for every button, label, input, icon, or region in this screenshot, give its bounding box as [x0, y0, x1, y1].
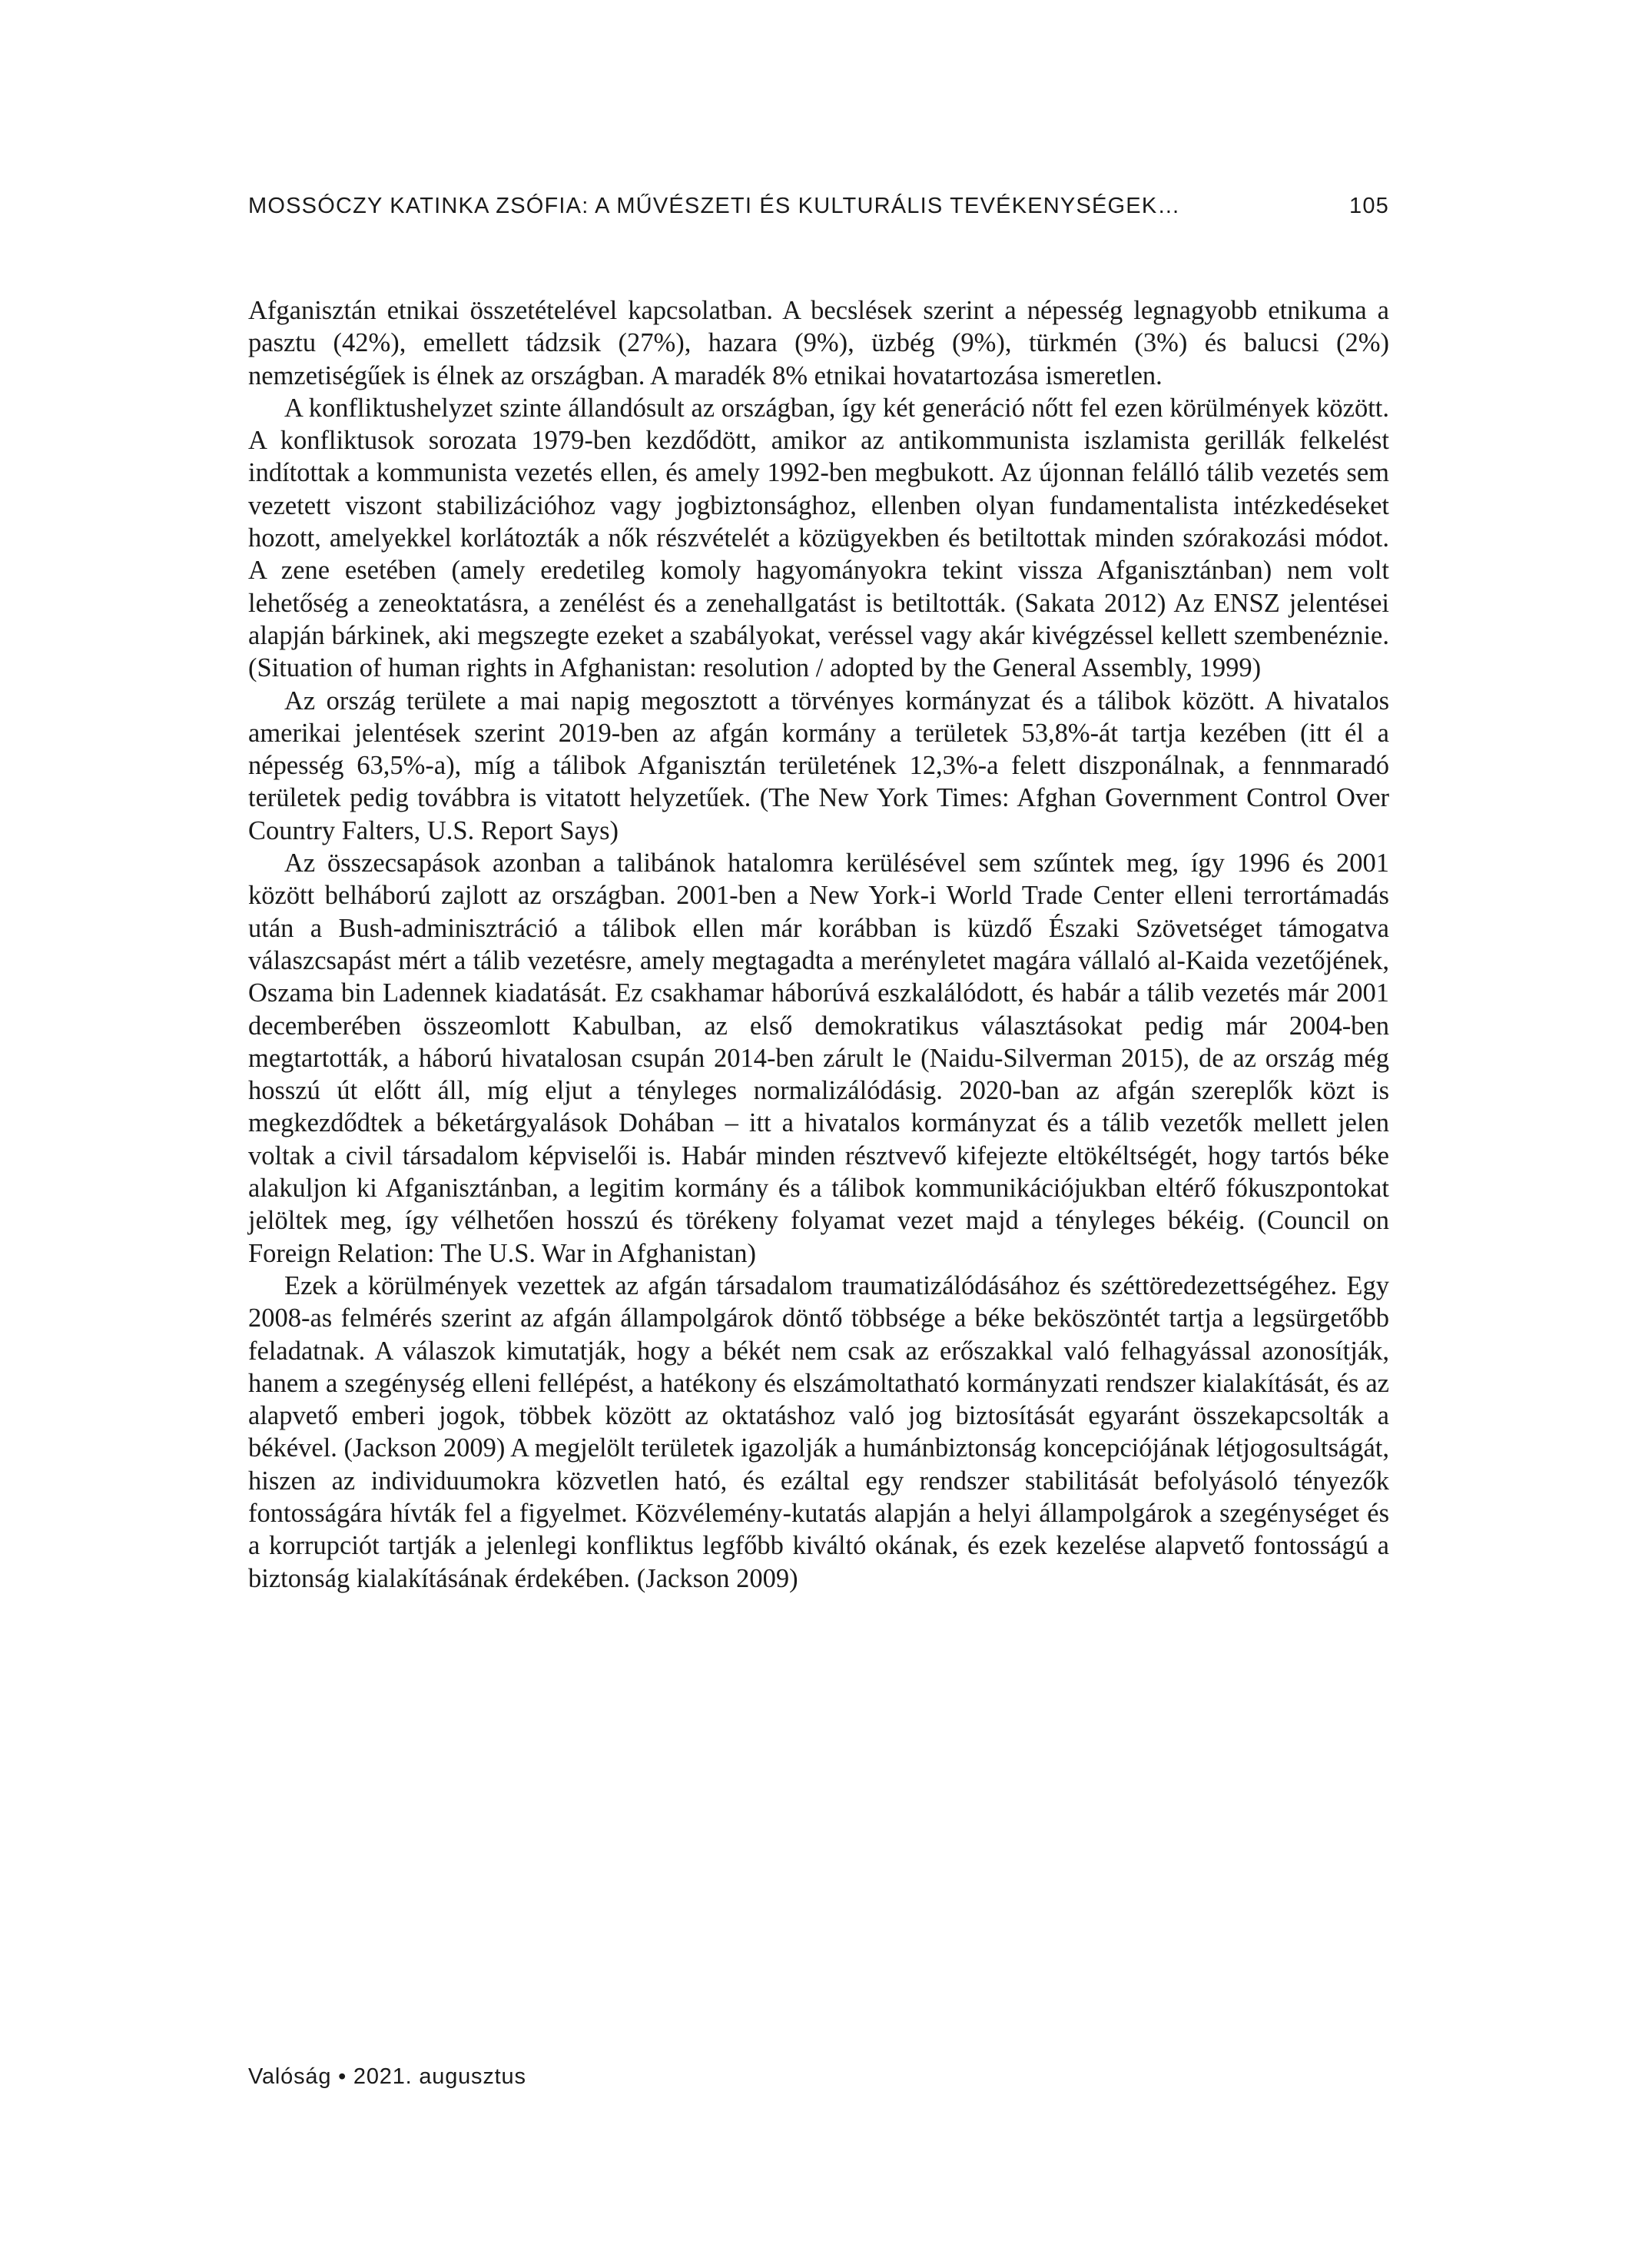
- article-body: [248, 294, 1389, 1595]
- paragraph: Afganisztán etnikai összetételével kapcsolatban. A becslések szerint a népesség legnagyobb etnikuma a pasztu (42%), emellett tádzsik (27%), hazara (9%), üzbég (9%), türkmén (3%) és balucsi (2%) nemzetiségűek is élnek az országban. A maradék 8% etnikai hovatartozása ismeretlen.: [248, 296, 1389, 390]
- page-number: 105: [1349, 194, 1389, 218]
- paragraph: Ezek a körülmények vezettek az afgán társadalom traumatizálódásához és széttöredezettségéhez. Egy 2008-as felmérés szerint az afgán állampolgárok döntő többsége a béke beköszöntét tartja a legsürgetőbb feladatnak. A válaszok kimutatják, hogy a békét nem csak az erőszakkal való felhagyással azonosítják, hanem a szegénység elleni fellépést, a hatékony és elszámoltatható kormányzati rendszer kialakítását, és az alapvető emberi jogok, többek között az oktatáshoz való jog biztosítását egyaránt összekapcsolták a békével. (Jackson 2009) A megjelölt területek igazolják a humánbiztonság koncepciójának létjogosultságát, hiszen az individuumokra közvetlen ható, és ezáltal egy rendszer stabilitását befolyásoló tényezők fontosságára hívták fel a figyelmet. Közvélemény-kutatás alapján a helyi állampolgárok a szegénységet és a korrupciót tartják a jelenlegi konfliktus legfőbb kiváltó okának, és ezek kezelése alapvető fontosságú a biztonság kialakításának érdekében. (Jackson 2009): [248, 1270, 1389, 1593]
- paragraph: Az ország területe a mai napig megosztott a törvényes kormányzat és a tálibok között. A hivatalos amerikai jelentések szerint 2019-ben az afgán kormány a területek 53,8%-át tartja kezében (itt él a népesség 63,5%-a), míg a tálibok Afganisztán területének 12,3%-a felett diszponálnak, a fennmaradó területek pedig továbbra is vitatott helyzetűek. (The New York Times: Afghan Government Control Over Country Falters, U.S. Report Says): [248, 686, 1389, 845]
- running-header: [248, 187, 1389, 225]
- paragraph: Az összecsapások azonban a talibánok hatalomra kerülésével sem szűntek meg, így 1996 és 2001 között belháború zajlott az országban. 2001-ben a New York-i World Trade Center elleni terrortámadás után a Bush-adminisztráció a tálibok ellen már korábban is küzdő Északi Szövetséget támogatva válaszcsapást mért a tálib vezetésre, amely megtagadta a merényletet magára vállaló al-Kaida vezetőjének, Oszama bin Ladennek kiadatását. Ez csakhamar háborúvá eszkalálódott, és habár a tálib vezetés már 2001 decemberében összeomlott Kabulban, az első demokratikus választásokat pedig már 2004-ben megtartották, a háború hivatalosan csupán 2014-ben zárult le (Naidu-Silverman 2015), de az ország még hosszú út előtt áll, míg eljut a tényleges normalizálódásig. 2020-ban az afgán szereplők közt is megkezdődtek a béketárgyalások Dohában – itt a hivatalos kormányzat és a tálib vezetők mellett jelen voltak a civil társadalom képviselői is. Habár minden résztvevő kifejezte eltökéltségét, hogy tartós béke alakuljon ki Afganisztánban, a legitim kormány és a tálibok kommunikációjukban eltérő fókuszpontokat jelöltek meg, így vélhetően hosszú és törékeny folyamat vezet majd a tényleges békéig. (Council on Foreign Relation: The U.S. War in Afghanistan): [248, 848, 1389, 1268]
- paragraph: A konfliktushelyzet szinte állandósult az országban, így két generáció nőtt fel ezen körülmények között. A konfliktusok sorozata 1979-ben kezdődött, amikor az antikommunista iszlamista gerillák felkelést indítottak a kommunista vezetés ellen, és amely 1992-ben megbukott. Az újonnan felálló tálib vezetés sem vezetett viszont stabilizációhoz vagy jogbiztonsághoz, ellenben olyan fundamentalista intézkedéseket hozott, amelyekkel korlátozták a nők részvételét a közügyekben és betiltottak minden szórakozási módot. A zene esetében (amely eredetileg komoly hagyományokra tekint vissza Afganisztánban) nem volt lehetőség a zeneoktatásra, a zenélést és a zenehallgatást is betiltották. (Sakata 2012) Az ENSZ jelentései alapján bárkinek, aki megszegte ezeket a szabályokat, veréssel vagy akár kivégzéssel kellett szembenéznie. (Situation of human rights in Afghanistan: resolution / adopted by the General Assembly, 1999): [248, 393, 1389, 683]
- journal-footer: Valóság • 2021. augusztus: [248, 2064, 526, 2089]
- running-title: MOSSÓCZY KATINKA ZSÓFIA: A MŰVÉSZETI ÉS KULTURÁLIS TEVÉKENYSÉGEK…: [248, 194, 1181, 218]
